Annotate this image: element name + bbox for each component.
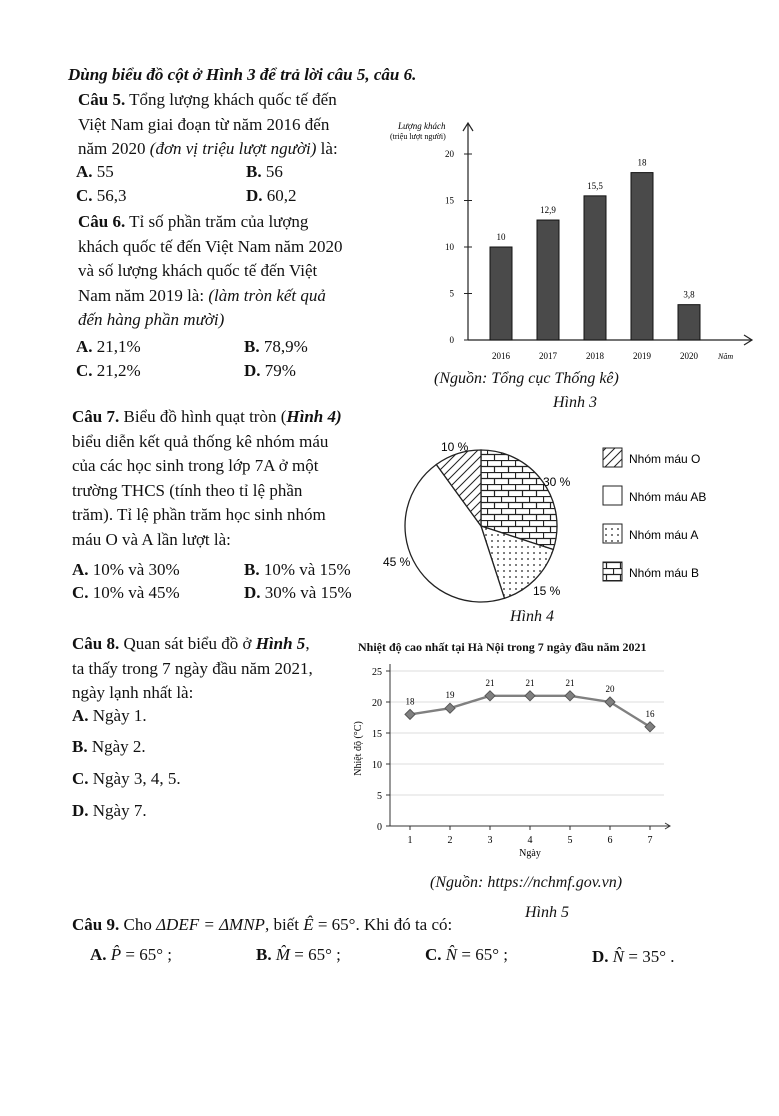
q6-text: Tỉ số phần trăm của lượng (125, 212, 309, 231)
pie-percent-label: 10 % (441, 440, 469, 454)
q7-option-d[interactable]: D. 30% và 15% (244, 583, 352, 602)
q7-line-6: máu O và A lần lượt là: (72, 529, 231, 549)
q6-label: Câu 6. (78, 212, 126, 231)
q9-text-2: , biết (264, 915, 304, 934)
q9-option-b[interactable]: B. M̂ = 65° ; (256, 945, 341, 964)
y-tick-label: 15 (445, 195, 454, 206)
q5-label: Câu 5. (78, 90, 126, 109)
q5-option-d[interactable]: D. 60,2 (246, 186, 297, 205)
bar-chart-visitors (380, 112, 770, 372)
point-day-2 (445, 703, 455, 713)
bar-2019 (631, 173, 653, 340)
q5-text: Tổng lượng khách quốc tế đến (125, 90, 337, 109)
point-day-3 (485, 691, 495, 701)
q6-option-d[interactable]: D. 79% (244, 361, 296, 380)
bar-2020 (678, 305, 700, 340)
x-tick-label: 5 (567, 835, 573, 846)
q7-option-a[interactable]: A. 10% và 30% (72, 560, 180, 579)
q9-triangles: ΔDEF = ΔMNP (156, 915, 265, 934)
q6-line-3: và số lượng khách quốc tế đến Việt (78, 261, 318, 280)
x-tick-label: 2 (447, 835, 453, 846)
question-8 (72, 632, 362, 706)
bar-value-label: 18 (637, 157, 647, 168)
q5-option-c[interactable]: C. 56,3 (76, 186, 127, 205)
x-tick-label: 1 (407, 835, 413, 846)
q6-note-end: đến hàng phần mười) (78, 310, 225, 329)
point-day-1 (405, 709, 415, 719)
bar-value-label: 10 (496, 232, 506, 242)
q8-label: Câu 8. (72, 634, 120, 653)
q6-option-b[interactable]: B. 78,9% (244, 337, 308, 356)
question-5 (78, 88, 378, 162)
bar-chart-source: (Nguồn: Tổng cục Thống kê) (434, 370, 619, 387)
q8-line-2: ta thấy trong 7 ngày đầu năm 2021, (72, 658, 313, 678)
q8-option-c[interactable]: C. Ngày 3, 4, 5. (72, 769, 181, 788)
q7-line-3: của các học sinh trong lớp 7A ở một (72, 456, 319, 475)
y-tick-label: 0 (377, 822, 382, 833)
point-value-label: 16 (645, 708, 655, 719)
q8-comma: , (305, 634, 310, 653)
bar-2016 (490, 247, 512, 340)
legend-label: Nhóm máu B (629, 566, 700, 580)
point-value-label: 21 (565, 677, 575, 688)
y-tick-label: 20 (445, 149, 454, 159)
y-tick-label: 15 (372, 729, 382, 740)
x-tick-label: 3 (487, 835, 493, 846)
bar-value-label: 3,8 (683, 289, 695, 300)
bar-chart-caption: Hình 3 (553, 394, 597, 411)
bar-2018 (584, 196, 606, 340)
q5-line-2: Việt Nam giai đoạn từ năm 2016 đến (78, 114, 330, 134)
q7-text: Biểu đồ hình quạt tròn ( (119, 407, 287, 426)
q7-line-2: biểu diễn kết quả thống kê nhóm máu (72, 431, 329, 451)
y-axis-unit: (triệu lượt người) (390, 132, 446, 141)
line-chart-title: Nhiệt độ cao nhất tại Hà Nội trong 7 ngày đầu năm 2021 (358, 640, 647, 654)
y-tick-label: 5 (449, 288, 454, 299)
q7-line-5: trăm). Tỉ lệ phần trăm học sinh nhóm (72, 505, 326, 524)
q6-line-2: khách quốc tế đến Việt Nam năm 2020 (78, 236, 343, 256)
q6-note: (làm tròn kết quả (208, 285, 326, 305)
y-tick-label: 25 (372, 667, 382, 678)
pie-chart-blood-types (375, 436, 775, 606)
q6-option-a[interactable]: A. 21,1% (76, 337, 141, 356)
x-tick-label: 6 (607, 835, 613, 846)
q7-line-4: trường THCS (tính theo tỉ lệ phần (72, 480, 303, 500)
pie-chart-caption: Hình 4 (510, 608, 554, 625)
q8-text: Quan sát biểu đồ ở (119, 634, 256, 653)
q9-option-c[interactable]: C. N̂ = 65° ; (425, 945, 508, 964)
x-tick-label: 2019 (633, 351, 651, 361)
q6-option-c[interactable]: C. 21,2% (76, 361, 141, 380)
q7-label: Câu 7. (72, 407, 120, 426)
q8-figure-ref: Hình 5 (255, 634, 306, 653)
point-value-label: 18 (405, 696, 415, 707)
pie-percent-label: 15 % (533, 584, 561, 598)
bar-2017 (537, 220, 559, 340)
q5-line-3-end: là: (316, 139, 338, 158)
q6-line-4: Nam năm 2019 là: (78, 285, 209, 305)
y-tick-label: 20 (372, 698, 382, 709)
x-tick-label: 2020 (680, 351, 698, 361)
point-value-label: 19 (445, 690, 455, 701)
q9-label: Câu 9. (72, 915, 120, 934)
y-tick-label: 10 (445, 242, 454, 252)
x-tick-label: 4 (527, 835, 533, 846)
line-chart-temperature (345, 660, 680, 865)
pie-percent-label: 30 % (543, 475, 571, 489)
bar-value-label: 15,5 (587, 180, 603, 191)
q5-option-a[interactable]: A. 55 (76, 162, 114, 181)
q8-option-a[interactable]: A. Ngày 1. (72, 706, 147, 725)
legend-swatch (603, 524, 622, 543)
x-axis-label: Năm (718, 352, 734, 361)
y-tick-label: 5 (377, 791, 382, 802)
point-day-5 (565, 691, 575, 701)
q9-text: Cho (119, 915, 157, 934)
point-value-label: 20 (605, 684, 615, 694)
q7-figure-ref: Hình 4) (286, 407, 342, 426)
x-tick-label: 2017 (539, 351, 557, 361)
q7-option-c[interactable]: C. 10% và 45% (72, 583, 180, 602)
y-axis-label: Lượng khách (398, 121, 446, 131)
line-chart-caption: Hình 5 (525, 904, 569, 921)
x-tick-label: 2016 (492, 351, 510, 361)
q8-line-3: ngày lạnh nhất là: (72, 683, 194, 702)
q5-option-b[interactable]: B. 56 (246, 162, 283, 181)
q7-option-b[interactable]: B. 10% và 15% (244, 560, 351, 579)
q9-option-d[interactable]: D. N̂ = 35° . (592, 947, 675, 966)
point-day-4 (525, 691, 535, 701)
q9-text-3: = 65°. Khi đó ta có: (313, 915, 453, 934)
legend-swatch (603, 486, 622, 505)
legend-label: Nhóm máu A (629, 528, 699, 542)
legend-swatch (603, 562, 622, 581)
q8-option-d[interactable]: D. Ngày 7. (72, 801, 147, 820)
legend-swatch (603, 448, 622, 467)
pie-percent-label: 45 % (383, 555, 411, 569)
point-value-label: 21 (525, 677, 535, 688)
question-9 (72, 913, 452, 938)
x-tick-label: 2018 (586, 351, 604, 361)
x-axis-label: Ngày (519, 848, 541, 859)
q5-unit: (đơn vị triệu lượt người) (149, 139, 317, 158)
q9-option-a[interactable]: A. P̂ = 65° ; (90, 945, 173, 964)
point-value-label: 21 (485, 677, 495, 688)
y-tick-label: 0 (449, 335, 454, 345)
bar-value-label: 12,9 (540, 205, 556, 216)
y-axis-label: Nhiệt độ (°C) (353, 721, 364, 776)
q8-option-b[interactable]: B. Ngày 2. (72, 737, 146, 756)
x-tick-label: 7 (647, 835, 653, 846)
question-7 (72, 405, 372, 552)
legend-label: Nhóm máu O (629, 452, 701, 466)
q9-angle-e: Ê (303, 915, 314, 934)
y-tick-label: 10 (372, 760, 382, 771)
legend-label: Nhóm máu AB (629, 490, 707, 504)
section-heading: Dùng biểu đồ cột ở Hình 3 để trả lời câu 5, câu 6. (68, 65, 417, 84)
question-6 (78, 210, 378, 333)
line-chart-source: (Nguồn: https://nchmf.gov.vn) (430, 874, 623, 891)
q5-line-3: năm 2020 (78, 139, 150, 158)
